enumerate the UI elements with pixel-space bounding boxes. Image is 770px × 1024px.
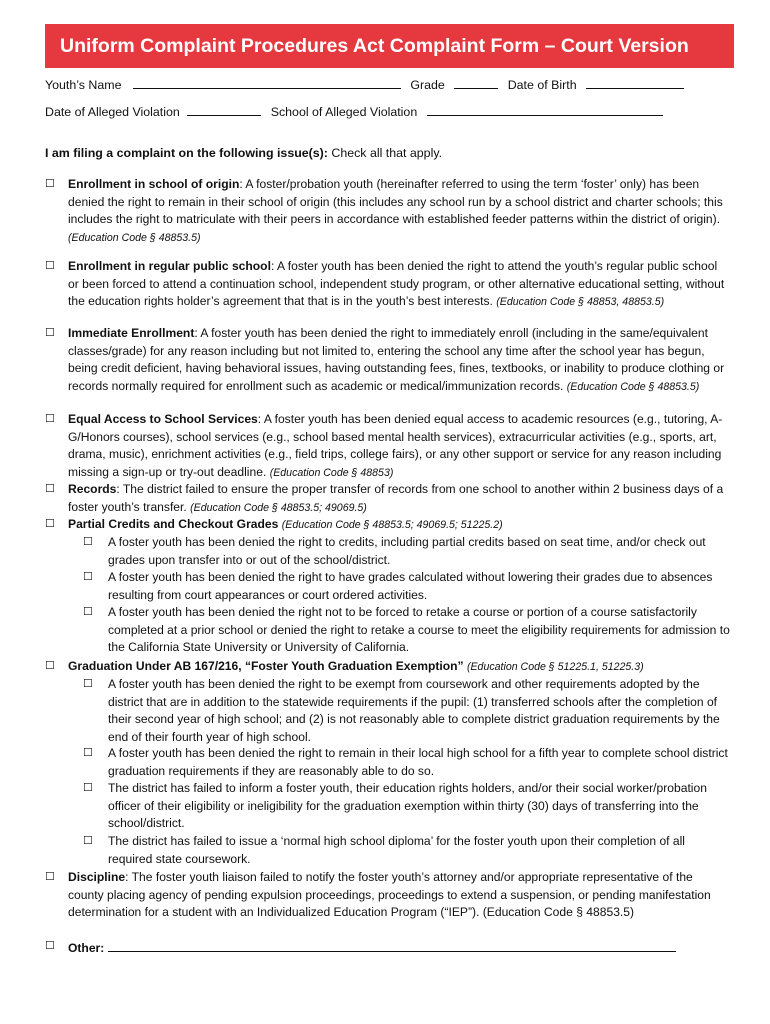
checkbox[interactable]: ☐: [45, 871, 55, 883]
school-violation-field[interactable]: [427, 102, 663, 116]
other-field[interactable]: [108, 938, 676, 952]
issue-citation: (Education Code § 48853.5; 49069.5): [190, 501, 367, 514]
checkbox[interactable]: ☐: [83, 606, 93, 618]
checkbox[interactable]: ☐: [83, 678, 93, 690]
sub-text: A foster youth has been denied the right to be exempt from coursework and other requirements adopted by the district that are in addition to the statewide requirements if the pupil: (1) transferred schools after the completion of their second year of high school; and (2) is not reasonably able to complete district graduation requirements by the end of their fourth year of high school.: [108, 677, 720, 744]
issue-heading: Discipline: [68, 870, 126, 884]
checkbox[interactable]: ☐: [45, 260, 55, 272]
sub-text: The district has failed to issue a ‘normal high school diploma’ for the foster youth upon their completion of all required state coursework.: [108, 834, 685, 866]
issue-citation: (Education Code § 48853.5): [68, 231, 201, 244]
school-violation-label: School of Alleged Violation: [270, 105, 418, 119]
sub-text: The district has failed to inform a foster youth, their education rights holders, and/or their social worker/probation officer of their eligibility or ineligibility for the graduation exemption within thirty (30) days of transferring into the school/district.: [108, 781, 707, 830]
issue-citation: (Education Code § 51225.1, 51225.3): [466, 661, 644, 673]
checkbox[interactable]: ☐: [45, 483, 55, 495]
graduation-sub-3: [83, 780, 730, 833]
issue-equal-access: [45, 411, 730, 482]
issue-citation: (Education Code § 48853.5; 49069.5; 51225.2): [281, 519, 503, 531]
date-violation-label: Date of Alleged Violation: [45, 105, 180, 119]
issue-graduation: [45, 658, 730, 677]
checkbox[interactable]: ☐: [45, 327, 55, 339]
instructions: [45, 146, 442, 160]
youth-name-field[interactable]: [133, 75, 401, 89]
issue-immediate-enrollment: [45, 325, 730, 396]
issue-citation: (Education Code § 48853.5): [566, 380, 700, 393]
dob-label: Date of Birth: [507, 78, 577, 92]
grade-field[interactable]: [454, 75, 498, 89]
issue-citation: (Education Code § 48853): [269, 466, 394, 479]
issue-text: : The district failed to ensure the proper transfer of records from one school to another within 2 business days of a foster youth’s transfer.: [68, 482, 724, 514]
checkbox[interactable]: ☐: [45, 518, 55, 530]
checkbox[interactable]: ☐: [83, 571, 93, 583]
credits-sub-3: [83, 604, 730, 657]
youth-info-row: [45, 75, 690, 92]
issue-heading: Graduation Under AB 167/216, “Foster Youth Graduation Exemption”: [68, 659, 464, 673]
sub-text: A foster youth has been denied the right to have grades calculated without lowering their grades due to absences resulting from court appearances or court ordered activities.: [108, 570, 713, 602]
violation-info-row: [45, 102, 669, 119]
issue-text: : A foster youth has been denied the right to immediately enroll (including in the same/equivalent classes/grade) for any reason including but not limited to, entering the school any time after the school year has begun, being credit deficient, having behavioral issues, having outstanding fees, fines, textbooks, or inability to produce clothing or records normally required for enrollment such as academic or medical/immunization records.: [68, 326, 725, 393]
issue-text: : A foster youth has been denied the right to attend the youth’s regular public school or been forced to attend a continuation school, independent study program, or other alternative educational setting, without the education rights holder’s agreement that that is in the youth’s best interests.: [68, 259, 725, 308]
issue-citation: (Education Code § 48853, 48853.5): [496, 296, 665, 308]
issue-partial-credits: [45, 516, 730, 535]
issue-text: : A foster/probation youth (hereinafter referred to using the term ‘foster’ only) has been denied the right to remain in their school of origin (this includes any school run by a school district and charter schools; this includes the right to matriculate with their peers in accordance with established feeder patterns within the district of origin).: [68, 177, 723, 226]
issue-text: : The foster youth liaison failed to notify the foster youth’s attorney and/or appropriate representative of the county placing agency of pending expulsion proceedings, proceedings to extend a suspension, or pending manifestation determination for a student with an Individualized Education Program (“IEP”). (Education Code § 48853.5): [68, 870, 711, 919]
checkbox[interactable]: ☐: [45, 660, 55, 672]
checkbox[interactable]: ☐: [83, 782, 93, 794]
issue-records: [45, 481, 730, 517]
checkbox[interactable]: ☐: [83, 747, 93, 759]
issue-heading: Other:: [68, 941, 105, 955]
issue-heading: Immediate Enrollment: [68, 326, 195, 340]
issue-heading: Enrollment in school of origin: [68, 177, 240, 191]
grade-label: Grade: [410, 78, 445, 92]
checkbox[interactable]: ☐: [83, 536, 93, 548]
youth-name-label: Youth’s Name: [45, 78, 122, 92]
instructions-bold: I am filing a complaint on the following issue(s):: [45, 146, 328, 160]
issue-text: : A foster youth has been denied equal access to academic resources (e.g., tutoring, A-G/Honors courses), school services (e.g., school based mental health services), extracurricular activities (e.g., sports, art, drama, music), enrichment activities (e.g., field trips, college fairs), or any other support or service for any reason including missing a sign-up or try-out deadline.: [68, 412, 723, 479]
issue-heading: Enrollment in regular public school: [68, 259, 271, 273]
checkbox[interactable]: ☐: [83, 835, 93, 847]
instructions-rest: Check all that apply.: [327, 146, 443, 160]
sub-text: A foster youth has been denied the right to credits, including partial credits based on seat time, and/or check out grades upon transfer into or out of the school/district.: [108, 535, 706, 567]
dob-field[interactable]: [586, 75, 684, 89]
credits-sub-2: [83, 569, 730, 604]
issue-heading: Partial Credits and Checkout Grades: [68, 517, 279, 531]
checkbox[interactable]: ☐: [45, 413, 55, 425]
issue-discipline: [45, 869, 730, 922]
checkbox[interactable]: ☐: [45, 940, 55, 952]
sub-text: A foster youth has been denied the right to remain in their local high school for a fifth year to complete school district graduation requirements if they are reasonably able to do so.: [108, 746, 728, 778]
checkbox[interactable]: ☐: [45, 178, 55, 190]
graduation-sub-1: [83, 676, 730, 746]
issue-other: [45, 938, 730, 958]
sub-text: A foster youth has been denied the right not to be forced to retake a course or portion of a course satisfactorily completed at a prior school or denied the right to retake a course to meet the eligibility requirements for admission to the California State University or University of California.: [108, 605, 730, 654]
issue-heading: Equal Access to School Services: [68, 412, 258, 426]
issue-heading: Records: [68, 482, 117, 496]
graduation-sub-2: [83, 745, 730, 780]
issue-school-of-origin: [45, 176, 730, 247]
issue-regular-public-school: [45, 258, 730, 312]
credits-sub-1: [83, 534, 730, 569]
graduation-sub-4: [83, 833, 730, 868]
form-title: Uniform Complaint Procedures Act Complaint Form – Court Version: [45, 24, 734, 68]
date-violation-field[interactable]: [187, 102, 261, 116]
